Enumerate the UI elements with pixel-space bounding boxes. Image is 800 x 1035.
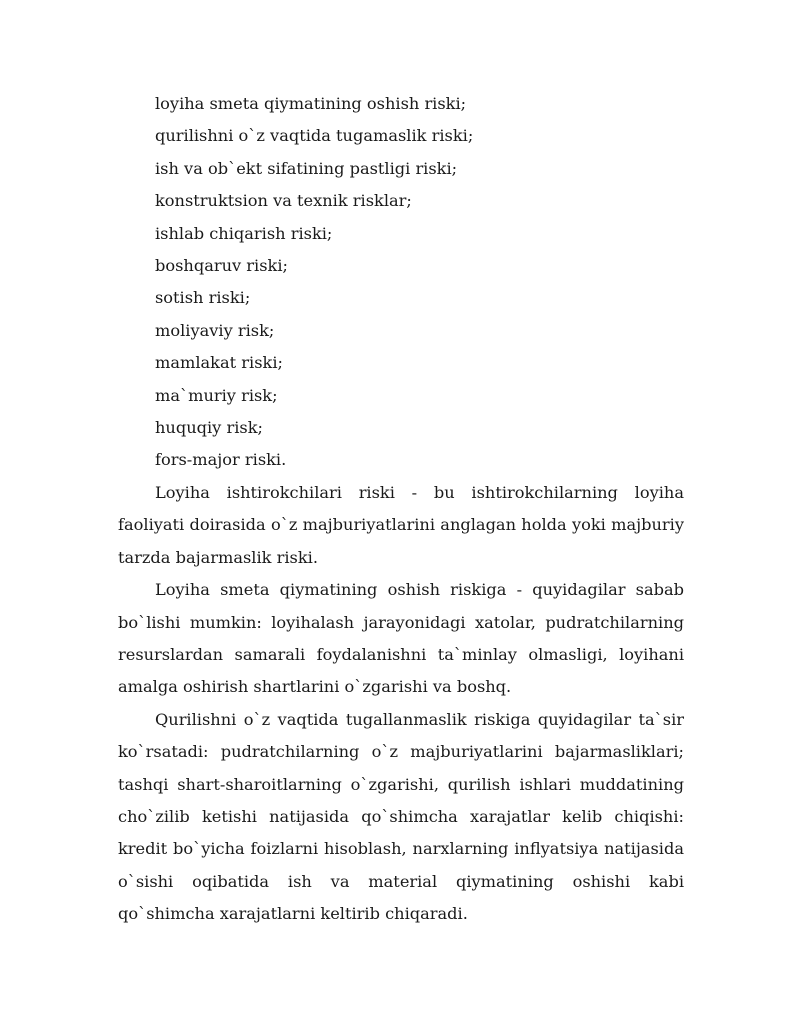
list-item: qurilishni o`z vaqtida tugamaslik riski; bbox=[155, 126, 474, 146]
list-item: huquqiy risk; bbox=[155, 418, 263, 438]
list-item: boshqaruv riski; bbox=[155, 256, 288, 276]
list-item: ishlab chiqarish riski; bbox=[155, 223, 333, 243]
list-item: ish va ob`ekt sifatining pastligi riski; bbox=[155, 158, 458, 178]
paragraph-participants-risk: Loyiha ishtirokchilari riski - bu ishtirokchilarning loyiha faoliyati doirasida o`z majburiyatlarini anglagan holda yoki majburiy tarzda bajarmaslik riski. bbox=[118, 482, 684, 567]
paragraph-delay-risk: Qurilishni o`z vaqtida tugallanmaslik riskiga quyidagilar ta`sir ko`rsatadi: pudratchilarning o`z majburiyatlarini bajarmasliklari; tashqi shart-sharoitlarning o`zgarishi, qurilish ishlari muddatining cho`zilib ketishi natijasida qo`shimcha xarajatlar kelib chiqishi: kredit bo`yicha foizlarni hisoblash, narxlarning inflyatsiya natijasida o`sishi oqibatida ish va material qiymatining oshishi kabi qo`shimcha xarajatlarni keltirib chiqaradi. bbox=[118, 709, 684, 924]
document-body bbox=[118, 88, 684, 931]
paragraph-cost-increase-risk: Loyiha smeta qiymatining oshish riskiga - quyidagilar sabab bo`lishi mumkin: loyihalash jarayonidagi xatolar, pudratchilarning resurslardan samarali foydalanishni ta`minlay olmasligi, loyihani amalga oshirish shartlarini o`zgarishi va boshq. bbox=[118, 580, 684, 697]
list-item: ma`muriy risk; bbox=[155, 385, 278, 405]
risk-list bbox=[118, 88, 684, 477]
list-item: konstruktsion va texnik risklar; bbox=[155, 191, 412, 211]
list-item: moliyaviy risk; bbox=[155, 320, 275, 340]
list-item: mamlakat riski; bbox=[155, 353, 283, 373]
list-item: sotish riski; bbox=[155, 288, 251, 308]
list-item: fors-major riski. bbox=[155, 450, 287, 470]
list-item: loyiha smeta qiymatining oshish riski; bbox=[155, 94, 467, 113]
